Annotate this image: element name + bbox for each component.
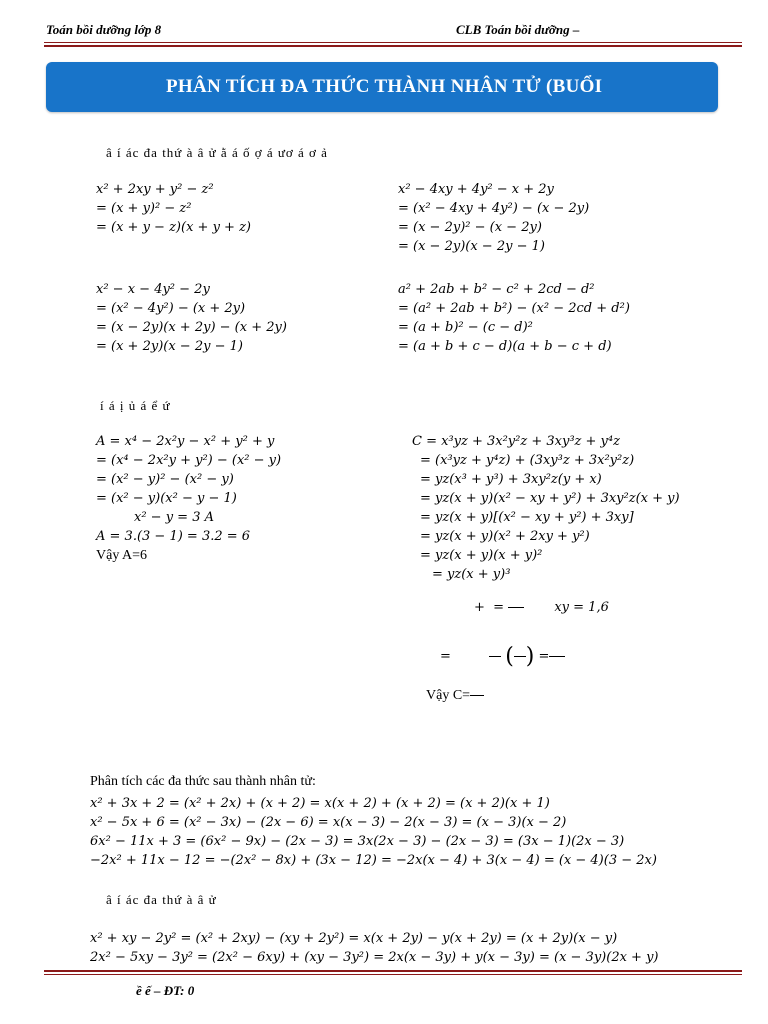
c-line: = yz(x + y)(x + y)² — [420, 548, 543, 563]
problem-a — [96, 432, 281, 565]
section3-list — [90, 794, 657, 870]
ex4-line: a² + 2ab + b² − c² + 2cd − d² — [398, 282, 595, 297]
section1-heading: â í ác đa thứ à â ử ằ á ố ợ á ươ á ơ ả — [106, 145, 328, 160]
fraction-bar — [470, 695, 484, 696]
eq-sign: = — [440, 649, 451, 664]
header-left: Toán bồi dưỡng lớp 8 — [46, 22, 162, 37]
ex2-line: x² − 4xy + 4y² − x + 2y — [398, 182, 554, 197]
ex3-line: x² − x − 4y² − 2y — [96, 282, 210, 297]
fraction-bar — [508, 607, 524, 608]
a-line: A = x⁴ − 2x²y − x² + y² + y — [96, 434, 275, 449]
s3-line: 6x² − 11x + 3 = (6x² − 9x) − (2x − 3) = 3x(2x − 3) − (2x − 3) = (3x − 1)(2x − 3) — [90, 834, 625, 849]
header-right: CLB Toán bồi dưỡng – — [456, 22, 580, 37]
fraction-bar — [489, 656, 501, 657]
title-banner — [46, 62, 718, 112]
paren-open: ( — [505, 644, 514, 669]
section2-heading: í á ị ủ á ể ứ — [100, 398, 171, 413]
footer-text: ề ế – ĐT: 0 — [136, 983, 195, 998]
fraction-bar — [549, 656, 565, 657]
section3-intro: Phân tích các đa thức sau thành nhân tử: — [90, 774, 316, 789]
example-2 — [398, 180, 589, 256]
xy-condition: xy = 1,6 — [554, 600, 609, 615]
c-conclusion-text: Vậy C= — [426, 688, 471, 703]
c-line: = yz(x + y)³ — [432, 567, 511, 582]
example-3 — [96, 280, 287, 356]
a-line: = (x² − y)(x² − y − 1) — [96, 491, 237, 506]
c-line: = yz(x + y)(x² − xy + y²) + 3xy²z(x + y) — [420, 491, 680, 506]
s3-line: −2x² + 11x − 12 = −(2x² − 8x) + (3x − 12) = −2x(x − 4) + 3(x − 4) = (x − 4)(3 − 2x) — [90, 853, 657, 868]
c-condition — [474, 600, 609, 615]
s4-line: x² + xy − 2y² = (x² + 2xy) − (xy + 2y²) = x(x + 2y) − y(x + 2y) = (x + 2y)(x − y) — [90, 931, 618, 946]
a-line: = (x² − y)² − (x² − y) — [96, 472, 234, 487]
ex1-line: x² + 2xy + y² − z² — [96, 182, 214, 197]
ex2-line: = (x − 2y)² − (x − 2y) — [398, 220, 542, 235]
c-line: = yz(x + y)(x² + 2xy + y²) — [420, 529, 590, 544]
ex1-line: = (x + y − z)(x + y + z) — [96, 220, 251, 235]
header-rule-thick — [44, 45, 742, 47]
paren-close: ) — [525, 644, 535, 669]
c-line: = yz(x + y)[(x² − xy + y²) + 3xy] — [420, 510, 634, 525]
c-line: C = x³yz + 3x²y²z + 3xy³z + y⁴z — [412, 434, 620, 449]
a-line: = (x⁴ − 2x²y + y²) − (x² − y) — [96, 453, 282, 468]
ex3-line: = (x − 2y)(x + 2y) − (x + 2y) — [96, 320, 287, 335]
s4-line: 2x² − 5xy − 3y² = (2x² − 6xy) + (xy − 3y²) = 2x(x − 3y) + y(x − 3y) = (x − 3y)(2x + y) — [90, 950, 659, 965]
page-title: PHÂN TÍCH ĐA THỨC THÀNH NHÂN TỬ (BUỔI — [166, 76, 603, 97]
c-evaluation — [440, 644, 565, 669]
footer-rule — [44, 974, 742, 975]
s3-line: x² − 5x + 6 = (x² − 3x) − (2x − 6) = x(x − 3) − 2(x − 3) = (x − 3)(x − 2) — [90, 815, 567, 830]
ex3-line: = (x + 2y)(x − 2y − 1) — [96, 339, 243, 354]
c-line: = yz(x³ + y³) + 3xy²z(y + x) — [420, 472, 602, 487]
ex4-line: = (a + b + c − d)(a + b − c + d) — [398, 339, 612, 354]
fraction-bar — [514, 656, 526, 657]
section4-list — [90, 929, 659, 967]
ex2-line: = (x − 2y)(x − 2y − 1) — [398, 239, 545, 254]
ex1-line: = (x + y)² − z² — [96, 201, 192, 216]
a-conclusion: Vậy A=6 — [96, 548, 148, 563]
c-conclusion — [426, 688, 484, 704]
problem-c — [412, 432, 680, 584]
a-line: A = 3.(3 − 1) = 3.2 = 6 — [96, 529, 251, 544]
example-4 — [398, 280, 630, 356]
s3-line: x² + 3x + 2 = (x² + 2x) + (x + 2) = x(x + 2) + (x + 2) = (x + 2)(x + 1) — [90, 796, 550, 811]
ex3-line: = (x² − 4y²) − (x + 2y) — [96, 301, 246, 316]
a-line: x² − y = 3 A — [134, 510, 214, 525]
ex4-line: = (a² + 2ab + b²) − (x² − 2cd + d²) — [398, 301, 630, 316]
eq-sign: = — [538, 649, 550, 664]
ex4-line: = (a + b)² − (c − d)² — [398, 320, 533, 335]
header-rule — [44, 42, 742, 43]
c-line: = (x³yz + y⁴z) + (3xy³z + 3x²y²z) — [420, 453, 635, 468]
example-1 — [96, 180, 251, 237]
ex2-line: = (x² − 4xy + 4y²) − (x − 2y) — [398, 201, 590, 216]
plus-sign: + = — [474, 600, 505, 615]
footer-rule-thick — [44, 970, 742, 972]
section4-heading: â í ác đa thứ à â ử — [106, 892, 217, 907]
